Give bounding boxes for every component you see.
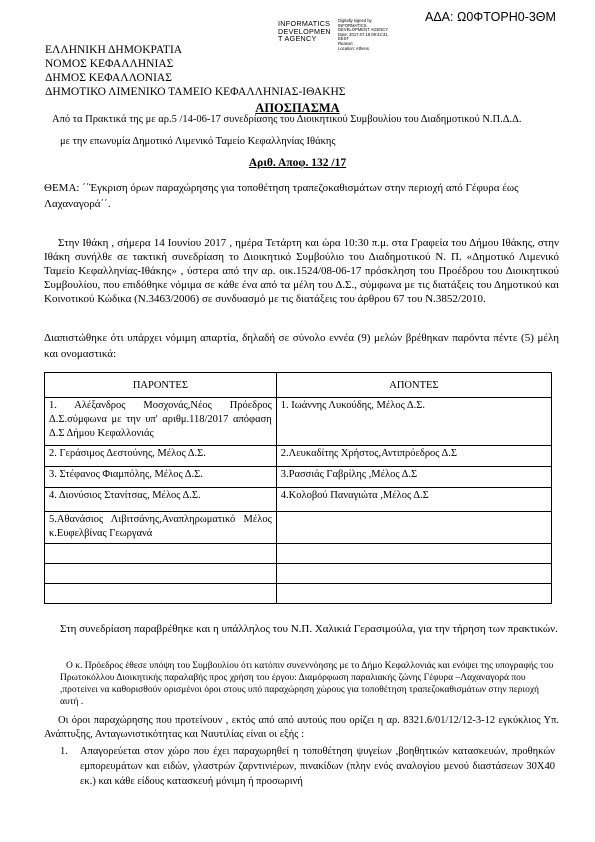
intro-line-name: με την επωνυμία Δημοτικό Λιμενικό Ταμείο Κεφαλληνίας Ιθάκης xyxy=(60,136,336,147)
present-member: 4. Διονύσιος Στανίτσας, Μέλος Δ.Σ. xyxy=(45,488,277,512)
digital-signature-stamp xyxy=(278,20,408,50)
table-row xyxy=(45,446,552,467)
signature-detail-line: EEST xyxy=(338,36,349,42)
absent-member xyxy=(276,584,551,604)
signature-detail-line: Date: 2017.07.18 09:42:31 xyxy=(338,31,388,37)
present-member xyxy=(45,564,277,584)
header-line-country: ΕΛΛΗΝΙΚΗ ΔΗΜΟΚΡΑΤΙΑ xyxy=(45,44,183,56)
term-number: 1. xyxy=(60,746,68,757)
signature-details xyxy=(338,19,410,51)
header-line-port-fund: ΔΗΜΟΤΙΚΟ ΛΙΜΕΝΙΚΟ ΤΑΜΕΙΟ ΚΕΦΑΛΛΗΝΙΑΣ-ΙΘΑΚΗΣ xyxy=(45,86,346,98)
absent-member xyxy=(276,564,551,584)
table-row xyxy=(45,512,552,544)
signature-org-line: INFORMATICS xyxy=(278,19,331,28)
table-row xyxy=(45,398,552,446)
header-line-prefecture: ΝΟΜΟΣ ΚΕΦΑΛΛΗΝΙΑΣ xyxy=(45,58,174,70)
terms-intro-paragraph: Οι όροι παραχώρησης που προτείνουν , εκτός από από αυτούς που ορίζει η αρ. 8321.6/01/12/12-3-12 εγκύκλιος Υπ. Ανάπτυξης, Ανταγωνιστικότητας και Ναυτιλίας είναι οι εξής : xyxy=(44,715,559,740)
terms-list-item xyxy=(60,744,555,789)
present-member: 1. Αλέξανδρος Μοσχονάς,Νέος Πρόεδρος Δ.Σ.σύμφωνα με την υπ' αριθμ.118/2017 απόφαση Δ.Σ Δήμου Κεφαλλονιάς xyxy=(45,398,277,446)
table-row xyxy=(45,467,552,488)
table-row xyxy=(45,584,552,604)
decision-number: Αριθ. Αποφ. 132 /17 xyxy=(248,157,347,169)
present-member xyxy=(45,544,277,564)
meeting-paragraph: Στην Ιθάκη , σήμερα 14 Ιουνίου 2017 , ημέρα Τετάρτη και ώρα 10:30 π.μ. στα Γραφεία του Δήμου Ιθάκης, στην Ιθάκη συνήλθε σε τακτική συνεδρίαση το Διοικητικό Συμβούλιο του Διαδημοτικού Ν. Π. «Δημοτικό Λιμενικό Ταμείο Κεφαλληνίας-Ιθάκης» , ύστερα από την αρ. οικ.1524/08-06-17 πρόσκληση του Προέδρου του Διοικητικού Συμβουλίου, που επιδόθηκε νόμιμα σε κάθε ένα από τα μέλη του Δ.Σ., σύμφωνα με τις διατάξεις του Δημοτικού και Κοινοτικού Κώδικα (Ν.3463/2006) σε συνδυασμό με τις διατάξεις του άρθρου 67 του Ν.3852/2010. xyxy=(44,237,559,305)
quorum-paragraph: Διαπιστώθηκε ότι υπάρχει νόμιμη απαρτία, δηλαδή σε σύνολο εννέα (9) μελών βρέθηκαν παρόντα πέντε (5) μέλη και ονομαστικά: xyxy=(44,332,559,360)
present-member xyxy=(45,584,277,604)
absent-member: 2.Λευκαδίτης Χρήστος,Αντιπρόεδρος Δ.Σ xyxy=(276,446,551,467)
table-header-row xyxy=(45,373,552,398)
president-paragraph: Ο κ. Πρόεδρος έθεσε υπόψη του Συμβουλίου ότι κατόπιν συνεννόησης με το Δήμο Κεφαλλονιάς και ενόψει της υπογραφής του Πρωτοκόλλου Διοικητικής παραλαβής προς χρήση του έργου: Διαμόρφωση παραλιακής ζώνης Γέφυρα –Λαχαναγορά που ,προτείνει να καθορισθούν ορισμένοι όροι στους υπό παραχώρηση χώρους για τοποθέτηση τραπεζοκαθισμάτων στην περιοχή αυτή . xyxy=(60,661,554,707)
present-member: 5.Αθανάσιος Λιβιτσάνης,Αναπληρωματικό Μέλος κ.Ευφελβίνας Γεωργανά xyxy=(45,512,277,544)
absent-member xyxy=(276,512,551,544)
term-text: Απαγορεύεται στον χώρο που έχει παραχωρηθεί η τοποθέτηση ψυγείων ,βοηθητικών κατασκευών, προθηκών εμπορευμάτων και ειδών, γλαστρών ζαρντινιέρων, πινακίδων (πλην ενός αναλογίου μενού διαστάσεων 30Χ40 εκ.) και κάθε είδους κατασκευή μόνιμη ή προσωρινή xyxy=(80,746,555,787)
signature-detail-line: INFORMATICS xyxy=(338,22,367,28)
signature-org-line: DEVELOPMEN xyxy=(278,26,331,36)
intro-line-minutes: Από τα Πρακτικά της με αρ.5 /14-06-17 συνεδρίασης του Διοικητικού Συμβουλίου του Διαδημοτικού Ν.Π.Δ.Δ. xyxy=(52,114,522,125)
ada-code: ΑΔΑ: Ω0ΦΤΟΡΗ0-3ΘΜ xyxy=(425,10,556,24)
present-header: ΠΑΡΟΝΤΕΣ xyxy=(45,373,277,398)
signature-detail-line: Location: Athens xyxy=(338,45,369,51)
signature-org xyxy=(278,20,336,43)
attendance-table xyxy=(44,372,552,604)
present-member: 2. Γεράσιμος Δεστούνης, Μέλος Δ.Σ. xyxy=(45,446,277,467)
secretary-paragraph: Στη συνεδρίαση παραβρέθηκε και η υπάλληλος του Ν.Π. Χαλικιά Γερασιμούλα, για την τήρηση των πρακτικών. xyxy=(60,623,558,635)
signature-detail-line: DEVELOPMENT AGENCY xyxy=(338,27,389,33)
absent-member: 3.Ρασσιάς Γαβρίλης ,Μέλος Δ.Σ xyxy=(276,467,551,488)
table-row xyxy=(45,564,552,584)
absent-member: 4.Κολοβού Παναγιώτα ,Μέλος Δ.Σ xyxy=(276,488,551,512)
table-row xyxy=(45,544,552,564)
document-title: ΑΠΟΣΠΑΣΜΑ xyxy=(255,101,340,115)
table-row xyxy=(45,488,552,512)
subject-line: ΘΕΜΑ: ΄΄Έγκριση όρων παραχώρησης για τοποθέτηση τραπεζοκαθισμάτων στην περιοχή από Γέφυρα έως Λαχαναγορά΄΄. xyxy=(44,182,519,210)
present-member: 3. Στέφανος Φιαμπόλης, Μέλος Δ.Σ. xyxy=(45,467,277,488)
header-line-municipality: ΔΗΜΟΣ ΚΕΦΑΛΛΟΝΙΑΣ xyxy=(45,72,172,84)
signature-detail-line: Digitally signed by xyxy=(338,18,372,23)
signature-detail-line: Reason: xyxy=(338,40,354,46)
absent-member xyxy=(276,544,551,564)
signature-org-line: T AGENCY xyxy=(278,34,317,44)
absent-member: 1. Ιωάννης Λυκούδης, Μέλος Δ.Σ. xyxy=(276,398,551,446)
absent-header: ΑΠΟΝΤΕΣ xyxy=(276,373,551,398)
